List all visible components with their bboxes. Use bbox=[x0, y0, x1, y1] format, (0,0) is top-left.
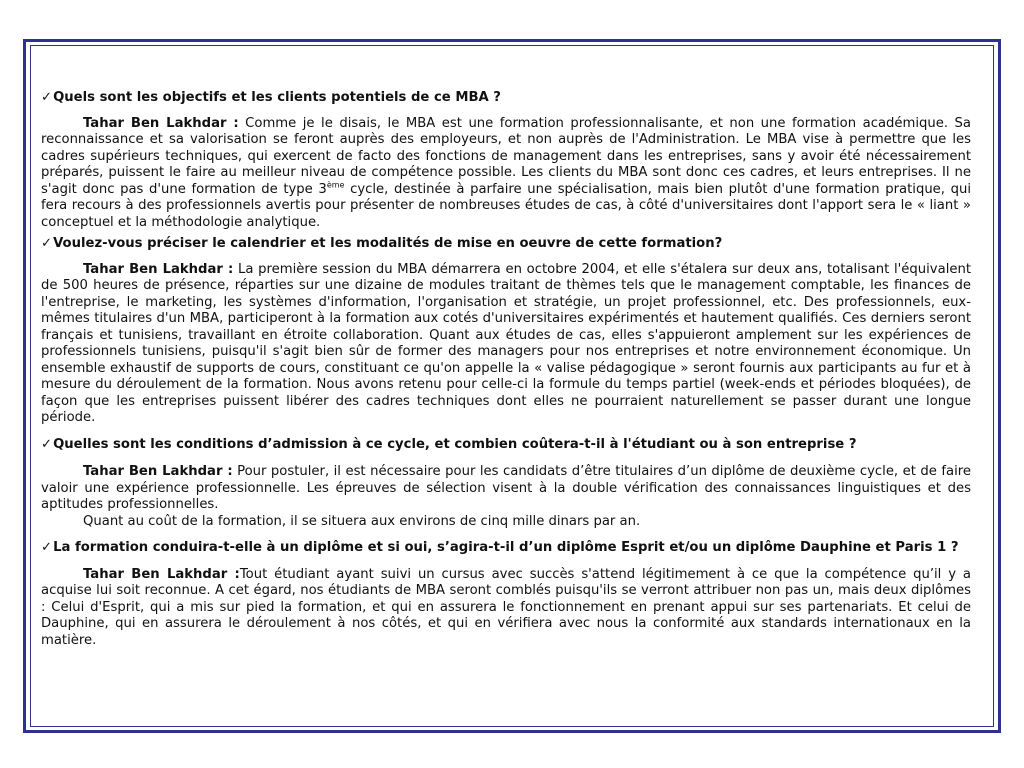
question-text: Quelles sont les conditions d’admission à ce cycle, et combien coûtera-t-il à l'étudiant ou à son entreprise ? bbox=[53, 436, 857, 452]
question-4 bbox=[41, 540, 971, 557]
speaker-label: Tahar Ben Lakhdar : bbox=[83, 464, 233, 479]
speaker-label: Tahar Ben Lakhdar : bbox=[83, 261, 234, 277]
check-icon: ✓ bbox=[41, 236, 53, 251]
check-icon: ✓ bbox=[41, 540, 53, 555]
question-2 bbox=[41, 236, 971, 253]
check-icon: ✓ bbox=[41, 90, 53, 105]
answer-4 bbox=[41, 567, 971, 650]
answer-3-extra: Quant au coût de la formation, il se situera aux environs de cinq mille dinars par an. bbox=[83, 513, 641, 529]
speaker-label: Tahar Ben Lakhdar : bbox=[83, 566, 240, 582]
document-body bbox=[41, 90, 971, 654]
answer-2 bbox=[41, 262, 971, 427]
answer-text: Pour postuler, il est nécessaire pour les candidats d’être titulaires d’un diplôme de deuxième cycle, et de faire valoir une expérience professionnelle. Les épreuves de sélection visent à la double vérification des connaissances linguistiques et des aptitudes professionnelles. bbox=[41, 464, 971, 512]
question-text: La formation conduira-t-elle à un diplôme et si oui, s’agira-t-il d’un diplôme Esprit et/ou un diplôme Dauphine et Paris 1 ? bbox=[53, 540, 959, 555]
answer-text: Tout étudiant ayant suivi un cursus avec succès s'attend légitimement à ce que la compétence qu’il y a acquise lui soit reconnue. A cet égard, nos étudiants de MBA seront comblés puisqu'ils se verront attribuer non pas un, mais deux diplômes : Celui d'Esprit, qui a mis sur pied la formation, et qui en assurera le fonctionnement en prenant appui sur ses partenariats. Et celui de Dauphine, qui en assurera le déroulement à nos côtés, et qui en vérifiera avec nous la conformité aux standards internationaux en la matière. bbox=[41, 566, 972, 648]
answer-3 bbox=[41, 464, 971, 514]
question-text: Quels sont les objectifs et les clients potentiels de ce MBA ? bbox=[53, 90, 501, 105]
speaker-label: Tahar Ben Lakhdar : bbox=[83, 115, 239, 131]
answer-1 bbox=[41, 116, 971, 232]
question-text: Voulez-vous préciser le calendrier et les modalités de mise en oeuvre de cette formation? bbox=[53, 236, 723, 251]
question-1 bbox=[41, 90, 971, 107]
superscript: ème bbox=[326, 180, 345, 190]
question-3 bbox=[41, 437, 971, 454]
check-icon: ✓ bbox=[41, 436, 53, 452]
answer-text: La première session du MBA démarrera en octobre 2004, et elle s'étalera sur deux ans, totalisant l'équivalent de 500 heures de présence, réparties sur une dizaine de modules traitant de thèmes tels que le management comptable, les finances de l'entreprise, le marketing, les systèmes d'information, l'organisation et stratégie, un projet professionnel, etc. Des professionnels, eux-mêmes titulaires d'un MBA, participeront à la formation aux cotés d'universitaires expérimentés et hautement qualifiés. Ces derniers seront français et tunisiens, travaillant en étroite collaboration. Quant aux études de cas, elles s'appuieront amplement sur les expériences de professionnels tunisiens, puisqu'il s'agit bien sûr de former des managers pour nos entreprises et notre environnement économique. Un ensemble exhaustif de supports de cours, constituant ce qu'on appelle la « valise pédagogique » seront fournis aux participants au fur et à mesure du déroulement de la formation. Nous avons retenu pour celle-ci la formule du temps partiel (week-ends et périodes bloquées), de façon que les entreprises puissent libérer des cadres techniques dont elles ne pourraient naturellement se passer durant une longue période. bbox=[41, 261, 971, 425]
answer-text: Comme je le disais, le MBA est une formation professionnalisante, et non une formation académique. Sa reconnaissance et sa valorisation se feront auprès des employeurs, et non auprès de l'Administration. Le MBA vise à permettre que les cadres supérieurs techniques, qui exercent de facto des fonctions de management dans les entreprises, sans y avoir été nécessairement préparés, puissent le faire au meilleur niveau de compétence possible. Les clients du MBA sont donc ces cadres, et leurs entreprises. Il ne s'agit donc pas d'une formation de type 3 bbox=[41, 115, 972, 197]
answer-text-cont: cycle, destinée à parfaire une spécialisation, mais bien plutôt d'une formation pratique, qui fera recours à des professionnels avertis pour présenter de nombreuses études de cas, à côté d'universitaires dont l'apport sera le « liant » conceptuel et la méthodologie analytique. bbox=[41, 181, 971, 230]
